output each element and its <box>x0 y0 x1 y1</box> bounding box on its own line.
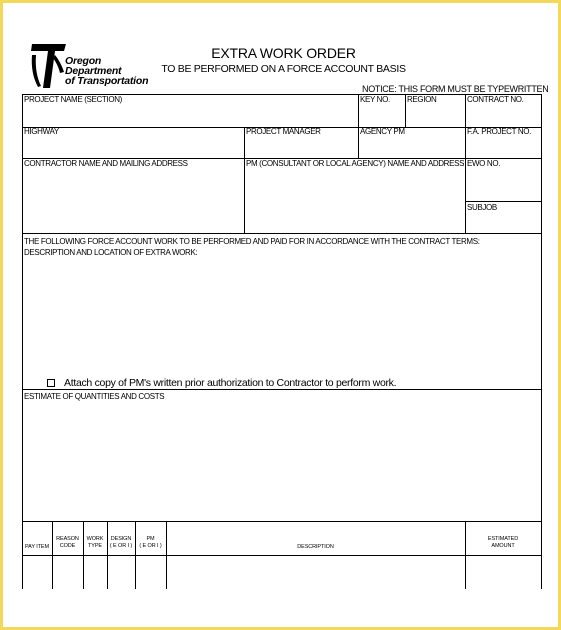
col-reason-code-line2: CODE <box>59 543 76 549</box>
form-title: EXTRA WORK ORDER <box>211 45 356 61</box>
col-estimated-amount <box>465 536 541 550</box>
subjob-label: SUBJOB <box>467 203 497 212</box>
col-pm <box>135 536 166 550</box>
col-estimated-amount-line2: AMOUNT <box>491 543 515 549</box>
col-pm-line2: ( E OR I ) <box>139 543 162 549</box>
col-work-type-line1: WORK <box>86 536 104 542</box>
rule <box>107 521 108 589</box>
description-label: DESCRIPTION AND LOCATION OF EXTRA WORK: <box>24 248 198 257</box>
col-reason-code <box>52 536 83 550</box>
rule <box>52 521 53 589</box>
pm-consultant-label: PM (CONSULTANT OR LOCAL AGENCY) NAME AND ADDRESS <box>246 159 465 168</box>
form-page <box>3 3 558 627</box>
col-estimated-amount-line1: ESTIMATED <box>487 536 519 542</box>
rule <box>22 555 542 556</box>
fa-project-no-label: F.A. PROJECT NO. <box>467 127 532 136</box>
contractor-label: CONTRACTOR NAME AND MAILING ADDRESS <box>24 159 188 168</box>
col-design-line2: ( E OR I ) <box>109 543 133 549</box>
rule <box>22 94 23 589</box>
estimate-title: ESTIMATE OF QUANTITIES AND COSTS <box>24 392 165 401</box>
form-subtitle: TO BE PERFORMED ON A FORCE ACCOUNT BASIS <box>161 63 406 75</box>
col-work-type <box>83 536 107 550</box>
contract-no-label: CONTRACT NO. <box>467 95 524 104</box>
rule <box>244 127 245 233</box>
rule <box>22 521 542 522</box>
ewo-no-label: EWO NO. <box>467 159 501 168</box>
typewritten-notice: NOTICE: THIS FORM MUST BE TYPEWRITTEN <box>362 84 549 94</box>
rule <box>405 94 406 127</box>
project-name-label: PROJECT NAME (SECTION) <box>24 95 122 104</box>
terms-statement: THE FOLLOWING FORCE ACCOUNT WORK TO BE PERFORMED AND PAID FOR IN ACCORDANCE WITH THE CONTRACT TERMS: <box>24 237 480 246</box>
attach-authorization-checkbox[interactable] <box>47 379 55 387</box>
rule <box>135 521 136 589</box>
agency-line-1: Oregon <box>65 55 102 67</box>
rule <box>541 94 542 589</box>
highway-label: HIGHWAY <box>24 127 59 136</box>
col-design <box>107 536 135 550</box>
key-no-label: KEY NO. <box>360 95 390 104</box>
col-pay-item-text: PAY ITEM <box>25 544 49 550</box>
agency-line-3: of Transportation <box>65 75 149 87</box>
col-work-type-line2: TYPE <box>88 543 102 549</box>
col-design-line1: DESIGN <box>110 536 132 542</box>
agency-line-2: Department <box>65 65 122 77</box>
rule <box>83 521 84 589</box>
rule <box>22 233 542 234</box>
attach-authorization-text: Attach copy of PM's written prior authorization to Contractor to perform work. <box>64 377 397 389</box>
col-pm-line1: PM <box>146 536 155 542</box>
col-pay-item <box>22 544 52 551</box>
region-label: REGION <box>407 95 437 104</box>
agency-pm-label: AGENCY PM <box>360 127 405 136</box>
rule <box>465 201 542 202</box>
col-reason-code-line1: REASON <box>56 536 79 542</box>
rule <box>465 94 466 233</box>
rule <box>465 521 466 589</box>
rule <box>166 521 167 589</box>
project-manager-label: PROJECT MANAGER <box>246 127 321 136</box>
col-description-text: DESCRIPTION <box>297 544 334 550</box>
rule <box>358 94 359 158</box>
rule <box>22 389 542 390</box>
col-description <box>166 544 465 551</box>
